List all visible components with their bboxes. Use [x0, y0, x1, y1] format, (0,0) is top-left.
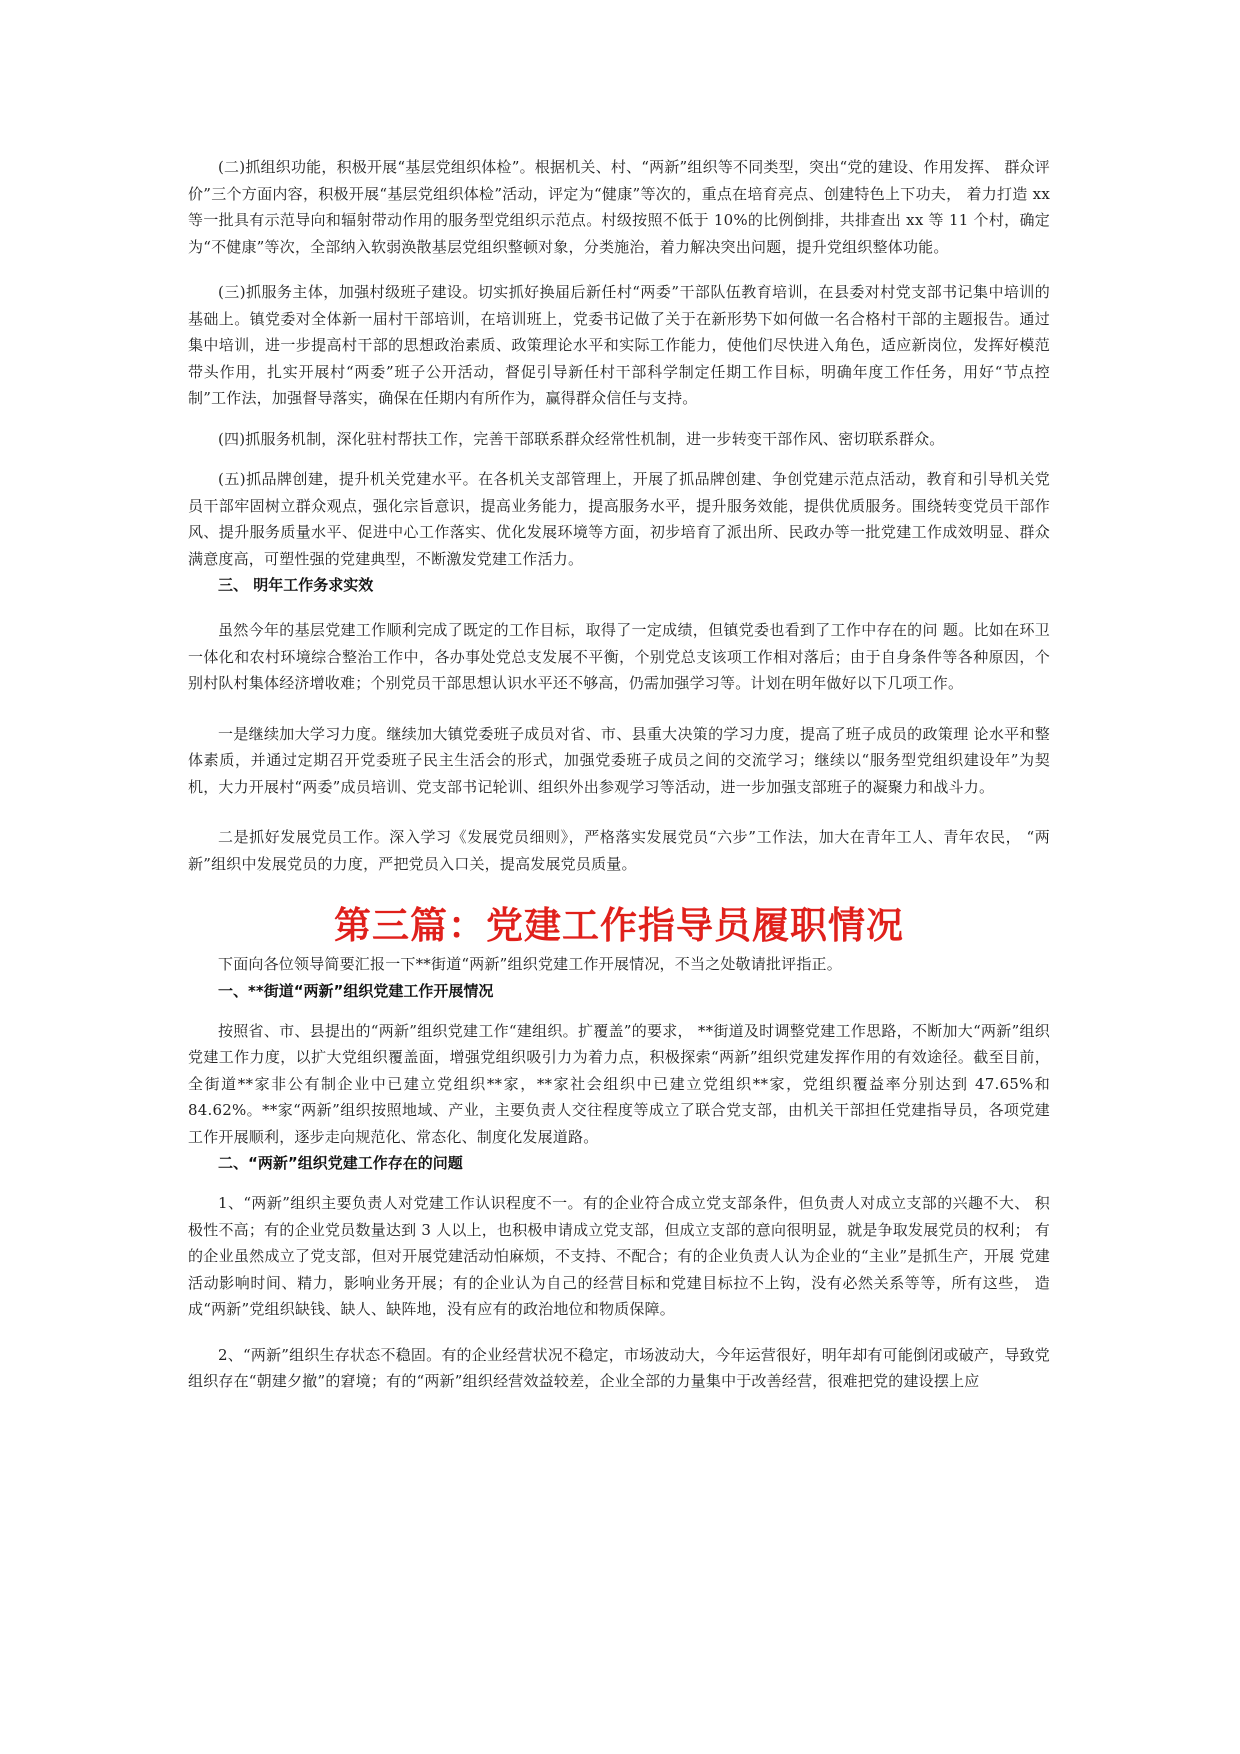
section-heading-work-status: 一、**街道“两新”组织党建工作开展情况 [218, 981, 494, 1000]
paragraph-problem-1: 1、“两新”组织主要负责人对党建工作认识程度不一。有的企业符合成立党支部条件，但负责人对成立支部的兴趣不大、 积极性不高；有的企业党员数量达到 3 人以上，也积极申请成立党支部，但成立支部的意向很明显，就是争取发展党员的权利； 有的企业虽然成立了党支部，但对开展党建活动怕麻烦，不支持、不配合；有的企业负责人认为企业的“主业”是抓生产，开展 党建活动影响时间、精力，影响业务开展；有的企业认为自己的经营目标和党建目标拉不上钩，没有必然关系等等，所有这些， 造成“两新”党组织缺钱、缺人、缺阵地，没有应有的政治地位和物质保障。 [188, 1194, 1050, 1318]
paragraph-report-intro: 下面向各位领导简要汇报一下**街道“两新”组织党建工作开展情况，不当之处敬请批评指正。 [218, 955, 842, 973]
paragraph-brand-building: (五)抓品牌创建，提升机关党建水平。在各机关支部管理上，开展了抓品牌创建、争创党建示范点活动，教育和引导机关党员干部牢固树立群众观点，强化宗旨意识，提高业务能力，提高服务水平，提升服务效能，提供优质服务。围绕转变党员干部作风、提升服务质量水平、促进中心工作落实、优化发展环境等方面，初步培育了派出所、民政办等一批党建工作成效明显、群众满意度高，可塑性强的党建典型，不断激发党建工作活力。 [188, 470, 1050, 568]
paragraph-problem-2: 2、“两新”组织生存状态不稳固。有的企业经营状况不稳定，市场波动大，今年运营很好，明年却有可能倒闭或破产，导致党组织存在“朝建夕撤”的窘境；有的“两新”组织经营效益较差，企业全部的力量集中于改善经营，很难把党的建设摆上应 [188, 1345, 1050, 1390]
document-body [188, 154, 1050, 1395]
section-heading-problems: 二、“两新”组织党建工作存在的问题 [218, 1154, 463, 1172]
paragraph-member-development: 二是抓好发展党员工作。深入学习《发展党员细则》，严格落实发展党员“六步”工作法，加大在青年工人、青年农民， “两新”组织中发展党员的力度，严把党员入口关，提高发展党员质量。 [188, 828, 1050, 873]
paragraph-service-subject: (三)抓服务主体，加强村级班子建设。切实抓好换届后新任村“两委”干部队伍教育培训，在县委对村党支部书记集中培训的基础上。镇党委对全体新一届村干部培训，在培训班上，党委书记做了关于在新形势下如何做一名合格村干部的主题报告。通过集中培训，进一步提高村干部的思想政治素质、政策理论水平和实际工作能力，使他们尽快进入角色，适应新岗位，发挥好模范带头作用，扎实开展村“两委”班子公开活动，督促引导新任村干部科学制定任期工作目标，明确年度工作任务，用好“节点控制”工作法，加强督导落实，确保在任期内有所作为，赢得群众信任与支持。 [188, 283, 1050, 407]
paragraph-service-mechanism: (四)抓服务机制，深化驻村帮扶工作，完善干部联系群众经常性机制，进一步转变干部作风、密切联系群众。 [218, 429, 945, 448]
paragraph-study-effort: 一是继续加大学习力度。继续加大镇党委班子成员对省、市、县重大决策的学习力度，提高了班子成员的政策理 论水平和整体素质，并通过定期召开党委班子民主生活会的形式，加强党委班子成员之间的交流学习；继续以“服务型党组织建设年”为契机，大力开展村“两委”成员培训、党支部书记轮训、组织外出参观学习等活动，进一步加强支部班子的凝聚力和战斗力。 [188, 724, 1050, 796]
paragraph-work-status: 按照省、市、县提出的“两新”组织党建工作“建组织。扩覆盖”的要求， **街道及时调整党建工作思路，不断加大“两新”组织党建工作力度，以扩大党组织覆盖面，增强党组织吸引力为着力点，积极探索“两新”组织党建发挥作用的有效途径。截至目前，全街道**家非公有制企业中已建立党组织**家，**家社会组织中已建立党组织**家，党组织覆益率分别达到 47.65%和 84.62%。**家“两新”组织按照地域、产业，主要负责人交往程度等成立了联合党支部，由机关干部担任党建指导员，各项党建工作开展顺利，逐步走向规范化、常态化、制度化发展道路。 [188, 1021, 1050, 1146]
chapter-title: 第三篇：党建工作指导员履职情况 [334, 904, 904, 947]
section-heading-next-year: 三、 明年工作务求实效 [218, 576, 374, 594]
paragraph-organization-function: (二)抓组织功能，积极开展“基层党组织体检”。根据机关、村、“两新”组织等不同类型，突出“党的建设、作用发挥、 群众评价”三个方面内容，积极开展“基层党组织体检”活动，评定为“健康”等次的，重点在培育亮点、创建特色上下功夫， 着力打造 xx 等一批具有示范导向和辐射带动作用的服务型党组织示范点。村级按照不低于 10%的比例倒排，共排查出 xx 等 11 个村，确定为“不健康”等次，全部纳入软弱涣散基层党组织整顿对象，分类施治，着力解决突出问题，提升党组织整体功能。 [188, 158, 1050, 256]
paragraph-problems-summary: 虽然今年的基层党建工作顺利完成了既定的工作目标，取得了一定成绩，但镇党委也看到了工作中存在的问 题。比如在环卫一体化和农村环境综合整治工作中，各办事处党总支发展不平衡，个别党总支该项工作相对落后；由于自身条件等各种原因，个别村队村集体经济增收难；个别党员干部思想认识水平还不够高，仍需加强学习等。计划在明年做好以下几项工作。 [188, 621, 1050, 692]
